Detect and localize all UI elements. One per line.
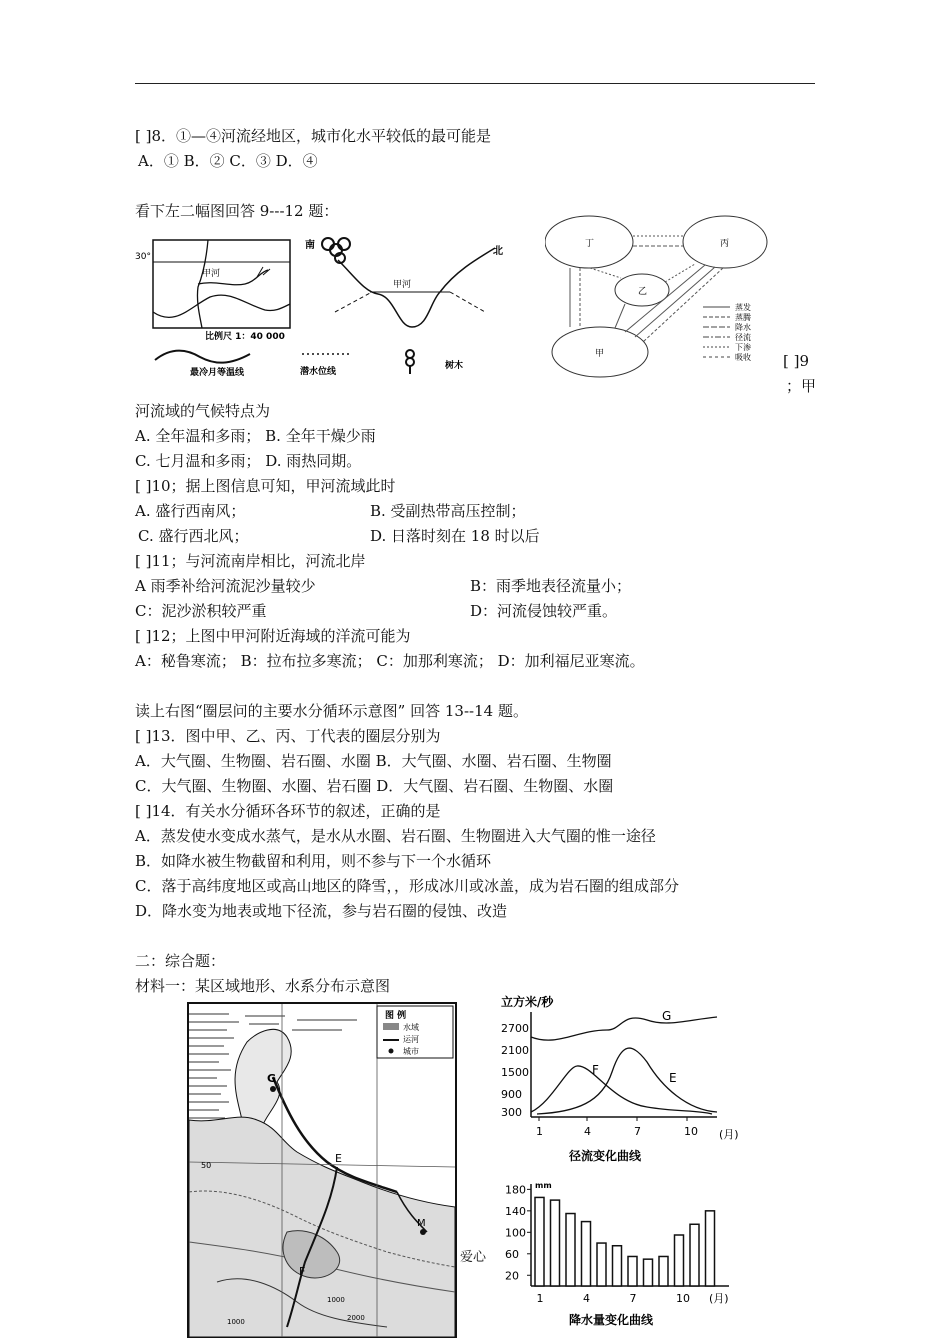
q8-stem: [ ]8．①—④河流经地区，城市化水平较低的最可能是: [135, 127, 492, 145]
q11-d: D：河流侵蚀较严重。: [470, 602, 618, 620]
precip-xlabel: (月): [709, 1292, 729, 1305]
q9-opt1: A. 全年温和多雨； B. 全年干燥少雨: [135, 427, 376, 445]
north-label: 北: [493, 246, 503, 257]
south-label: 南: [305, 240, 315, 251]
runoff-xtick-label: 7: [634, 1125, 641, 1138]
precip-bar: [566, 1214, 575, 1286]
header-rule: [135, 83, 815, 84]
precip-bar: [613, 1246, 622, 1286]
map-legend-city: 城市: [403, 1047, 419, 1056]
precip-title: 降水量变化曲线: [569, 1313, 654, 1327]
runoff-ylabel: 立方米/秒: [501, 995, 554, 1009]
series-e-line: [537, 1048, 717, 1114]
map-legend-title: 图 例: [385, 1011, 407, 1021]
precip-ytick-label: 100: [505, 1226, 526, 1240]
precip-bar: [675, 1235, 684, 1286]
q10-a: A. 盛行西南风；: [135, 502, 246, 520]
series-f-line: [531, 1066, 712, 1114]
precip-bar: [644, 1259, 653, 1286]
label-bing: 丙: [720, 239, 730, 249]
label-ding: 丁: [585, 239, 595, 249]
label-jia: 甲: [595, 349, 605, 359]
runoff-ytick-label: 1500: [501, 1066, 529, 1079]
q10-stem: [ ]10；据上图信息可知，甲河流域此时: [135, 477, 396, 495]
precip-bar: [551, 1200, 560, 1286]
q9-cont: ；甲: [786, 377, 817, 395]
material1-caption: 材料一：某区域地形、水系分布示意图: [135, 977, 391, 995]
watermark-text: 爱心: [460, 1250, 487, 1265]
q14-b: B．如降水被生物截留和利用，则不参与下一个水循环: [135, 852, 492, 870]
precip-xtick-label: 7: [629, 1292, 637, 1305]
legend-3: 径流: [735, 333, 751, 342]
q9-stem: 河流域的气候特点为: [135, 402, 271, 420]
precip-bar: [597, 1243, 606, 1286]
city-m-dot: [420, 1229, 426, 1235]
q13-opt1: A．大气圈、生物圈、岩石圈、水圈 B．大气圈、水圈、岩石圈、生物圈: [135, 752, 612, 770]
precip-bar: [690, 1224, 699, 1286]
runoff-title: 径流变化曲线: [569, 1149, 642, 1163]
map-label-f: F: [299, 1265, 306, 1278]
section2-heading: 二：综合题：: [135, 952, 226, 970]
q10-b: B. 受副热带高压控制；: [370, 502, 526, 520]
q12-opts: A：秘鲁寒流； B：拉布拉多寒流； C：加那利寒流； D：加利福尼亚寒流。: [135, 652, 645, 670]
q11-c: C：泥沙淤积较严重: [135, 602, 267, 620]
runoff-ytick-label: 300: [501, 1106, 522, 1119]
map-legend-water: 水域: [403, 1023, 419, 1032]
map-label-g: G: [267, 1072, 277, 1085]
legend-4: 下渗: [735, 343, 751, 352]
q9-opt2: C. 七月温和多雨； D. 雨热同期。: [135, 452, 362, 470]
isotherm-map-figure: [130, 232, 300, 382]
map-contour-2000: 2000: [347, 1314, 365, 1322]
city-g-dot: [270, 1086, 276, 1092]
water-cycle-diagram: [545, 212, 780, 382]
legend-water-table-label: 潜水位线: [300, 367, 337, 377]
intro-9-12: 看下左二幅图回答 9---12 题：: [135, 202, 339, 220]
runoff-ytick-label: 2700: [501, 1022, 529, 1035]
precip-bar: [628, 1256, 637, 1286]
precip-ytick-label: 140: [505, 1204, 526, 1218]
label-yi: 乙: [638, 287, 648, 297]
q14-a: A．蒸发使水变成水蒸气，是水从水圈、岩石圈、生物圈进入大气圈的惟一途径: [135, 827, 656, 845]
river-cross-section-figure: [300, 232, 515, 382]
runoff-ytick-label: 2100: [501, 1044, 529, 1057]
precip-ytick-label: 180: [505, 1183, 526, 1197]
legend-tree-icon: [406, 350, 414, 374]
intro-13-14: 读上右图“圈层问的主要水分循环示意图” 回答 13--14 题。: [135, 702, 528, 720]
lat-30-label: 30°: [135, 252, 151, 262]
q14-d: D．降水变为地表或地下径流，参与岩石圈的侵蚀、改造: [135, 902, 508, 920]
precip-bar: [535, 1197, 544, 1286]
series-g-line: [531, 1017, 717, 1040]
precip-ytick-label: 20: [505, 1269, 519, 1283]
legend-city-swatch: [389, 1049, 394, 1054]
series-e-label: E: [669, 1071, 677, 1085]
precip-bar: [582, 1222, 591, 1286]
precip-bar: [659, 1256, 668, 1286]
scale-label: 比例尺 1：40 000: [205, 332, 285, 342]
legend-2: 降水: [735, 323, 751, 332]
legend-0: 蒸发: [735, 303, 751, 312]
tree-icon: [322, 238, 350, 263]
legend-tree-label: 树木: [445, 361, 464, 371]
q13-opt2: C．大气圈、生物圈、水圈、岩石圈 D．大气圈、岩石圈、生物圈、水圈: [135, 777, 614, 795]
series-f-label: F: [592, 1063, 599, 1077]
series-g-label: G: [662, 1009, 672, 1023]
precip-xtick-label: 4: [583, 1292, 590, 1305]
topographic-map: [187, 1002, 457, 1340]
q10-d: D. 日落时刻在 18 时以后: [370, 527, 540, 545]
map-legend-canal: 运河: [403, 1035, 419, 1044]
q11-a: A 雨季补给河流泥沙量较少: [135, 577, 316, 595]
precip-ylabel: mm: [535, 1181, 552, 1190]
q11-b: B：雨季地表径流量小；: [470, 577, 632, 595]
river-jia-section-label: 甲河: [393, 280, 412, 290]
runoff-ytick-label: 900: [501, 1088, 522, 1101]
runoff-chart: [497, 992, 757, 1164]
map-contour-1000b: 1000: [327, 1296, 345, 1304]
q14-stem: [ ]14．有关水分循环各环节的叙述，正确的是: [135, 802, 441, 820]
precipitation-chart: [497, 1178, 757, 1340]
legend-isotherm-label: 最冷月等温线: [190, 368, 245, 378]
river-jia-label: 甲河: [202, 269, 221, 279]
q12-stem: [ ]12；上图中甲河附近海域的洋流可能为: [135, 627, 411, 645]
map-lat-50: 50: [201, 1161, 212, 1170]
legend-5: 吸收: [735, 353, 751, 362]
q11-stem: [ ]11；与河流南岸相比，河流北岸: [135, 552, 366, 570]
q14-c: C．落于高纬度地区或高山地区的降雪，，形成冰川或冰盖，成为岩石圈的组成部分: [135, 877, 679, 895]
runoff-xlabel: (月): [719, 1128, 739, 1141]
map-contour-1000: 1000: [227, 1318, 245, 1326]
runoff-xtick-label: 10: [684, 1125, 698, 1138]
precip-bar: [706, 1211, 715, 1286]
legend-1: 蒸腾: [735, 313, 751, 322]
map-label-e: E: [335, 1152, 342, 1165]
q8-options: A．① B．② C．③ D．④: [138, 152, 318, 170]
runoff-xtick-label: 4: [584, 1125, 591, 1138]
runoff-xtick-label: 1: [536, 1125, 543, 1138]
precip-xtick-label: 1: [536, 1292, 544, 1305]
q10-c: C. 盛行西北风；: [138, 527, 249, 545]
precip-ytick-label: 60: [505, 1247, 519, 1261]
q9-bracket: [ ]9: [783, 352, 810, 370]
legend-water-swatch: [383, 1023, 399, 1030]
q13-stem: [ ]13．图中甲、乙、丙、丁代表的圈层分别为: [135, 727, 441, 745]
cycle-legend: [703, 302, 751, 362]
precip-xtick-label: 10: [676, 1292, 690, 1305]
map-label-m: M: [417, 1218, 426, 1229]
